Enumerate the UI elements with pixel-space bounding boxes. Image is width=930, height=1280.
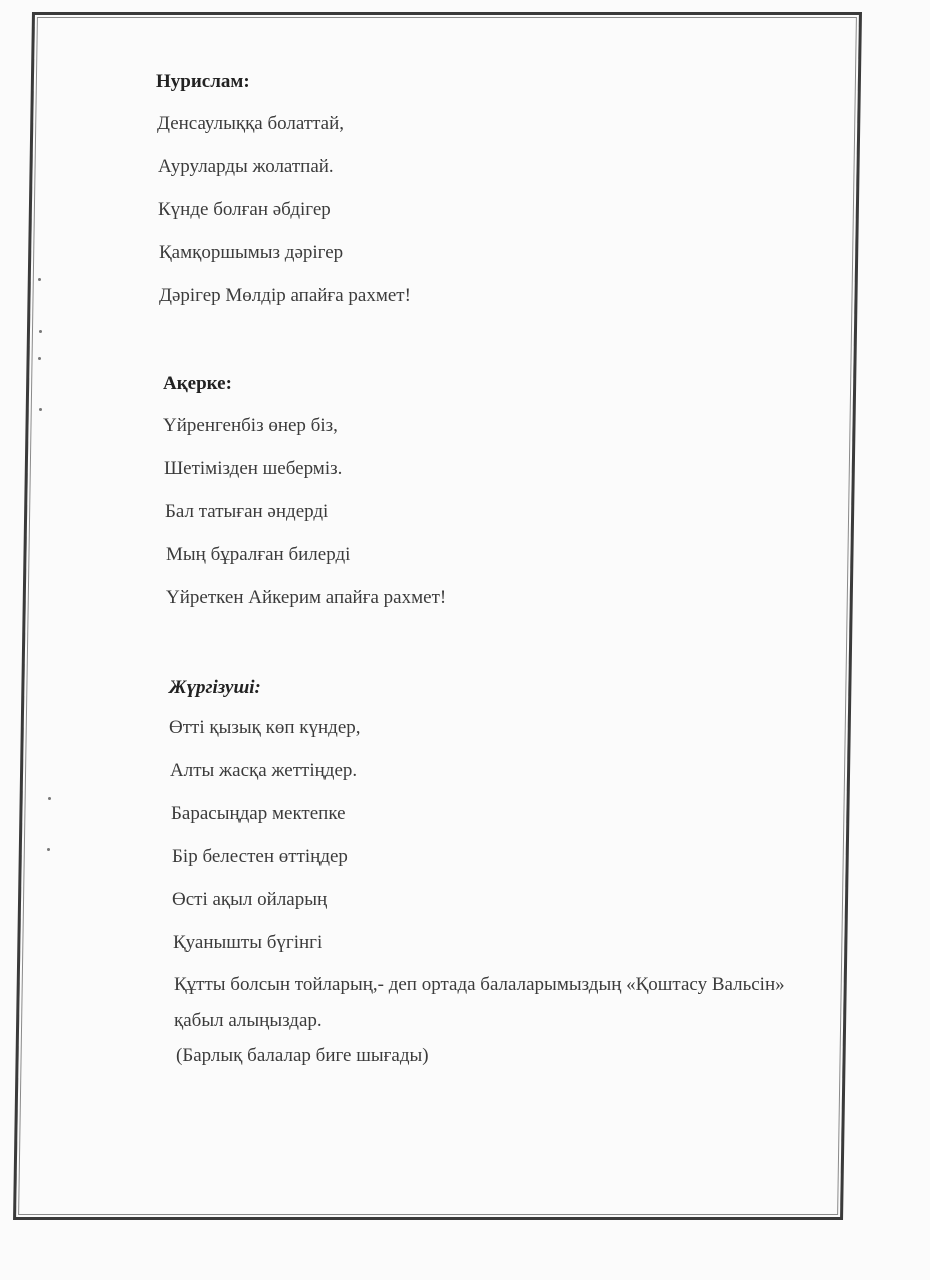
stage-direction: (Барлық балалар биге шығады) — [176, 1045, 429, 1066]
verse-line: Бал татыған әндерді — [165, 501, 329, 522]
verse-line: Ауруларды жолатпай. — [158, 156, 334, 177]
verse-line: Қамқоршымыз дәрігер — [159, 242, 344, 263]
verse-line: Барасыңдар мектепке — [171, 803, 346, 824]
scan-mark — [47, 848, 50, 851]
verse-line: Күнде болған әбдігер — [158, 199, 331, 220]
speaker-heading: Жүргізуші: — [169, 677, 261, 698]
verse-line: Өсті ақыл ойларың — [172, 889, 328, 910]
verse-line: Өтті қызық көп күндер, — [169, 717, 361, 738]
scan-mark — [38, 278, 41, 281]
verse-line: Алты жасқа жеттіңдер. — [170, 760, 358, 781]
verse-line: Шетімізден шеберміз. — [164, 458, 343, 479]
closing-paragraph: Құтты болсын тойларың,- деп ортада балаларымыздың «Қоштасу Вальсін» қабыл алыңыздар. — [174, 974, 785, 1031]
verse-line: Мың бұралған билерді — [166, 544, 351, 565]
speaker-heading: Ақерке: — [163, 373, 232, 394]
verse-line: Бір белестен өттіңдер — [172, 846, 348, 867]
scan-mark — [39, 330, 42, 333]
speaker-heading: Нурислам: — [156, 71, 250, 92]
scan-mark — [48, 797, 51, 800]
verse-line: Үйренгенбіз өнер біз, — [163, 415, 338, 436]
verse-line: Дәрігер Мөлдір апайға рахмет! — [159, 285, 411, 306]
scan-mark — [39, 408, 42, 411]
verse-line: Денсаулыққа болаттай, — [157, 113, 345, 134]
verse-line: Үйреткен Айкерим апайға рахмет! — [166, 587, 447, 608]
verse-line: Қуанышты бүгінгі — [173, 932, 323, 953]
scan-mark — [38, 357, 41, 360]
